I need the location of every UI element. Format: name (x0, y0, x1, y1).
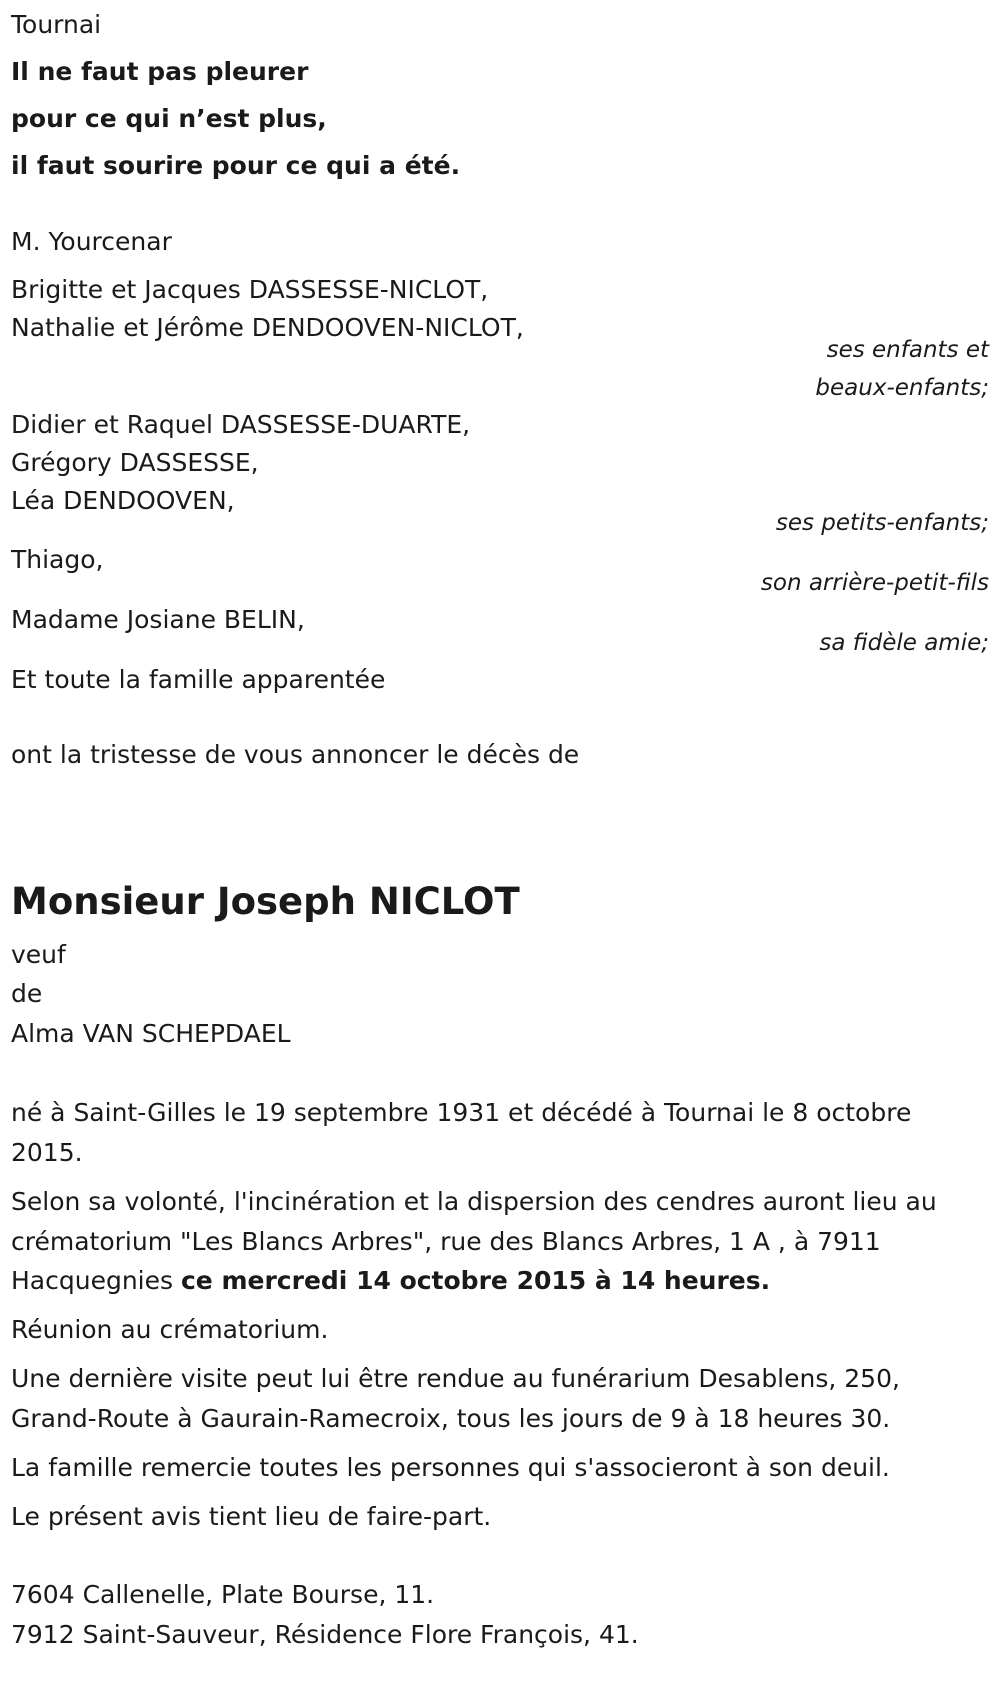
ceremony-line-1: Selon sa volonté, l'incinération et la dispersion des cendres auront lieu au (11, 1187, 937, 1216)
great-grandchild-entry: Thiago, (11, 545, 104, 574)
quote-line-1: Il ne faut pas pleurer (11, 57, 309, 86)
visit-line-2: Grand-Route à Gaurain-Ramecroix, tous les jours de 9 à 18 heures 30. (11, 1404, 891, 1433)
friend-role: sa fidèle amie; (819, 630, 989, 656)
visit-line-1: Une dernière visite peut lui être rendue au funérarium Desablens, 250, (11, 1364, 900, 1393)
notice-line: Le présent avis tient lieu de faire-part. (11, 1502, 492, 1531)
ceremony-date: ce mercredi 14 octobre 2015 à 14 heures. (180, 1266, 771, 1295)
child-entry: Nathalie et Jérôme DENDOOVEN-NICLOT, (11, 313, 524, 342)
grandchild-entry: Grégory DASSESSE, (11, 448, 259, 477)
friend-entry: Madame Josiane BELIN, (11, 605, 305, 634)
great-grandchild-role: son arrière-petit-fils (760, 570, 989, 596)
thanks-line: La famille remercie toutes les personnes qui s'associeront à son deuil. (11, 1453, 890, 1482)
ceremony-line-2: crématorium "Les Blancs Arbres", rue des Blancs Arbres, 1 A , à 7911 (11, 1227, 881, 1256)
spouse-name: Alma VAN SCHEPDAEL (11, 1019, 291, 1048)
city-heading: Tournai (11, 10, 102, 39)
grandchild-entry: Didier et Raquel DASSESSE-DUARTE, (11, 410, 471, 439)
deceased-name: Monsieur Joseph NICLOT (11, 879, 520, 923)
quote-line-3: il faut sourire pour ce qui a été. (11, 151, 461, 180)
quote-line-2: pour ce qui n’est plus, (11, 104, 327, 133)
meeting-info: Réunion au crématorium. (11, 1315, 329, 1344)
address-entry: 7604 Callenelle, Plate Bourse, 11. (11, 1580, 435, 1609)
birth-death-line-2: 2015. (11, 1138, 83, 1167)
child-entry: Brigitte et Jacques DASSESSE-NICLOT, (11, 275, 489, 304)
extended-family: Et toute la famille apparentée (11, 665, 386, 694)
children-role-line-2: beaux-enfants; (815, 375, 989, 401)
announcement: ont la tristesse de vous annoncer le décès de (11, 740, 580, 769)
widower-of: de (11, 979, 43, 1008)
widower-status: veuf (11, 940, 66, 969)
ceremony-place: Hacquegnies (11, 1266, 181, 1295)
birth-death-line-1: né à Saint-Gilles le 19 septembre 1931 et décédé à Tournai le 8 octobre (11, 1098, 912, 1127)
quote-author: M. Yourcenar (11, 227, 172, 256)
address-entry: 7912 Saint-Sauveur, Résidence Flore François, 41. (11, 1620, 639, 1649)
grandchild-entry: Léa DENDOOVEN, (11, 486, 235, 515)
grandchildren-role: ses petits-enfants; (775, 510, 989, 536)
ceremony-line-3 (11, 1261, 770, 1301)
children-role-line-1: ses enfants et (826, 337, 989, 363)
